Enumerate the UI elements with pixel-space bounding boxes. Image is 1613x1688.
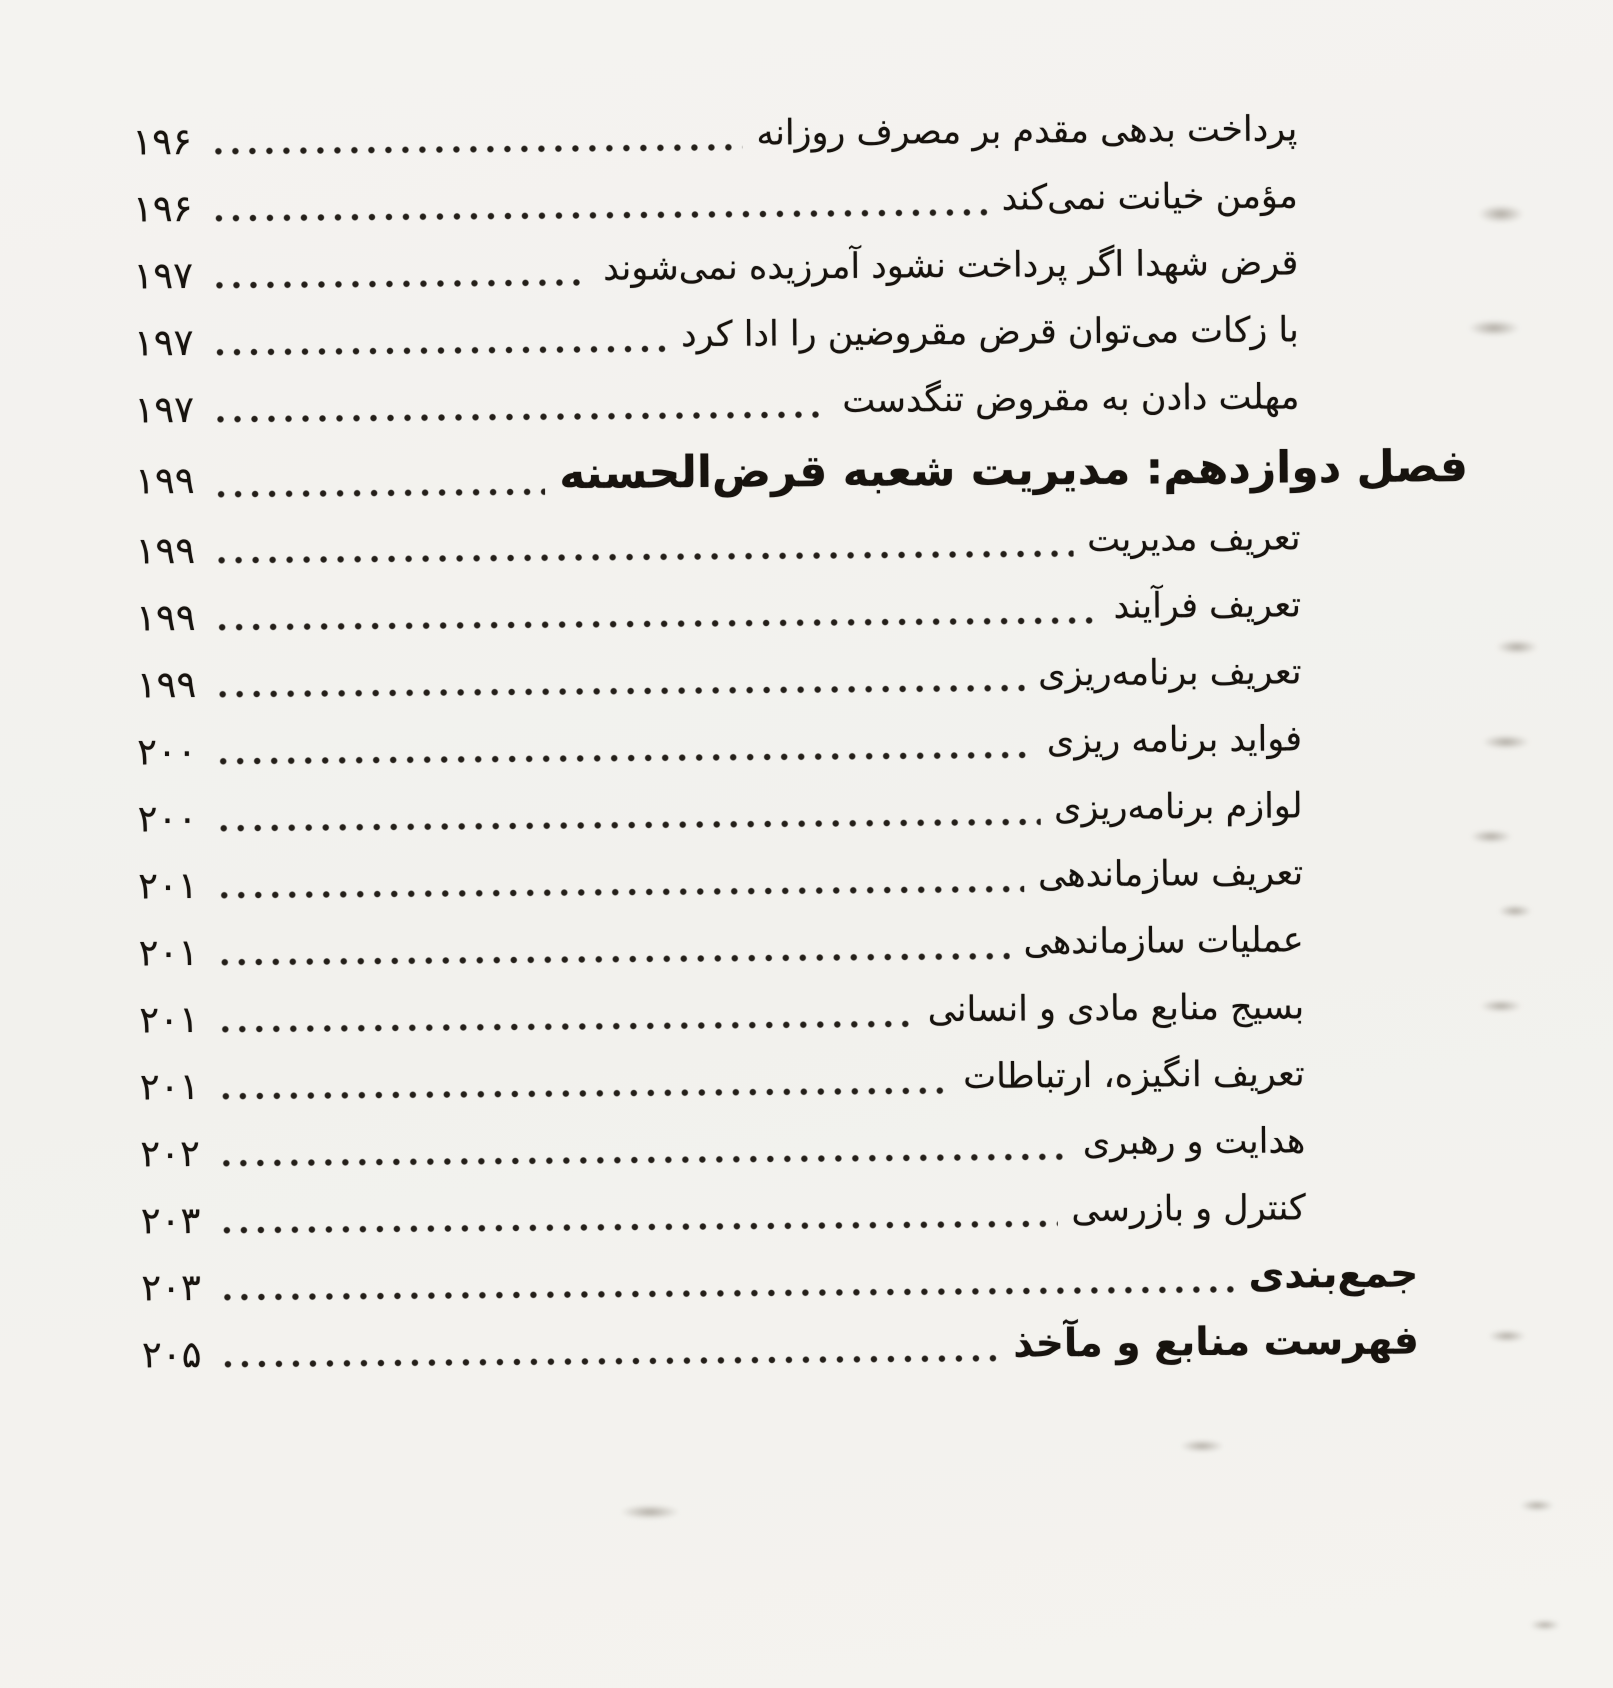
toc-entry-title: کنترل و بازرسی	[1071, 1187, 1306, 1230]
toc-entry	[136, 570, 1469, 647]
toc-entry	[141, 1240, 1474, 1317]
toc-entry-title: عملیات سازماندهی	[1023, 919, 1304, 962]
toc-list	[132, 94, 1475, 1384]
bleedthrough-mark	[1498, 905, 1532, 917]
dotted-leader	[216, 344, 667, 357]
toc-entry	[139, 972, 1472, 1049]
toc-entry-title: فواید برنامه ریزی	[1046, 718, 1303, 761]
toc-entry-title: تعریف انگیزه، ارتباطات	[963, 1053, 1305, 1097]
toc-entry	[141, 1173, 1474, 1250]
toc-entry-page-number: ۲۰۵	[141, 1332, 202, 1377]
bleedthrough-mark	[1478, 205, 1524, 223]
toc-entry-page-number: ۲۰۱	[138, 863, 198, 908]
toc-entry	[139, 1039, 1472, 1116]
toc-entry	[138, 838, 1471, 915]
dotted-leader	[222, 1086, 950, 1101]
toc-entry-page-number: ۱۹۹	[134, 458, 195, 502]
toc-entry	[138, 905, 1471, 982]
bleedthrough-mark	[620, 1505, 680, 1519]
toc-entry-title: مهلت دادن به مقروض تنگدست	[842, 376, 1300, 421]
toc-entry	[132, 94, 1465, 171]
bleedthrough-mark	[1488, 1330, 1526, 1342]
bleedthrough-mark	[1496, 640, 1538, 654]
toc-entry	[136, 637, 1469, 714]
dotted-leader	[223, 1285, 1234, 1302]
dotted-leader	[220, 884, 1024, 899]
dotted-leader	[217, 487, 545, 499]
dotted-leader	[216, 410, 828, 424]
dotted-leader	[218, 616, 1100, 632]
toc-entry-page-number: ۱۹۷	[133, 253, 194, 298]
toc-entry-title: با زکات می‌توان قرض مقروضین را ادا کرد	[680, 309, 1300, 355]
toc-entry-title: تعریف مدیریت	[1087, 517, 1301, 560]
toc-entry-page-number: ۱۹۷	[134, 387, 195, 432]
toc-entry	[135, 429, 1469, 513]
toc-entry	[133, 161, 1466, 238]
toc-entry-page-number: ۲۰۳	[140, 1198, 201, 1243]
toc-entry-title: فهرست منابع و مآخذ	[1013, 1318, 1419, 1367]
dotted-leader	[222, 1152, 1069, 1168]
toc-entry-page-number: ۲۰۱	[139, 997, 200, 1042]
toc-entry-title: فصل دوازدهم: مدیریت شعبه قرض‌الحسنه	[558, 440, 1469, 499]
toc-entry	[137, 704, 1470, 781]
dotted-leader	[215, 208, 988, 223]
toc-entry-title: تعریف سازماندهی	[1037, 852, 1304, 895]
bleedthrough-mark	[1530, 1620, 1560, 1630]
toc-entry-page-number: ۱۹۶	[132, 186, 193, 231]
toc-entry-page-number: ۲۰۰	[136, 729, 197, 774]
dotted-leader	[218, 549, 1074, 565]
toc-entry-page-number: ۲۰۱	[139, 1064, 200, 1109]
toc-entry-page-number: ۱۹۹	[135, 595, 196, 640]
toc-entry-page-number: ۲۰۱	[138, 930, 199, 975]
dotted-leader	[221, 952, 1010, 967]
bleedthrough-mark	[1480, 1000, 1522, 1012]
bleedthrough-mark	[1180, 1440, 1224, 1452]
toc-entry	[133, 228, 1466, 305]
toc-entry-page-number: ۲۰۰	[137, 796, 198, 841]
toc-entry	[134, 295, 1467, 372]
dotted-leader	[220, 817, 1041, 832]
toc-entry-page-number: ۲۰۲	[140, 1131, 201, 1176]
toc-entry-title: پرداخت بدهی مقدم بر مصرف روزانه	[756, 108, 1298, 154]
bleedthrough-mark	[1520, 1500, 1554, 1511]
toc-entry-page-number: ۱۹۶	[132, 120, 193, 164]
toc-entry-title: مؤمن خیانت نمی‌کند	[1001, 175, 1298, 219]
dotted-leader	[219, 750, 1033, 765]
bleedthrough-mark	[1470, 830, 1512, 843]
dotted-leader	[214, 143, 742, 156]
bleedthrough-mark	[1468, 320, 1520, 336]
dotted-leader	[224, 1354, 999, 1369]
dotted-leader	[221, 1019, 914, 1033]
toc-entry-page-number: ۱۹۷	[133, 320, 194, 365]
dotted-leader	[223, 1219, 1058, 1235]
toc-entry-title: هدایت و رهبری	[1082, 1120, 1306, 1163]
toc-entry-title: بسیج منابع مادی و انسانی	[927, 986, 1305, 1030]
toc-entry-page-number: ۱۹۹	[136, 662, 197, 707]
toc-entry-page-number: ۲۰۳	[141, 1265, 202, 1310]
bleedthrough-mark	[1482, 735, 1530, 749]
toc-entry	[142, 1307, 1475, 1384]
toc-entry	[135, 503, 1468, 580]
toc-entry-title: تعریف برنامه‌ریزی	[1038, 651, 1302, 694]
toc-entry-title: جمع‌بندی	[1248, 1251, 1419, 1298]
toc-entry	[137, 771, 1470, 848]
dotted-leader	[215, 278, 589, 290]
toc-entry	[140, 1106, 1473, 1183]
toc-entry-title: تعریف فرآیند	[1113, 584, 1302, 627]
toc-entry	[134, 362, 1467, 439]
toc-entry-page-number: ۱۹۹	[135, 528, 196, 573]
toc-entry-title: لوازم برنامه‌ریزی	[1053, 785, 1303, 828]
dotted-leader	[219, 683, 1025, 698]
toc-entry-title: قرض شهدا اگر پرداخت نشود آمرزیده نمی‌شوند	[603, 242, 1299, 289]
